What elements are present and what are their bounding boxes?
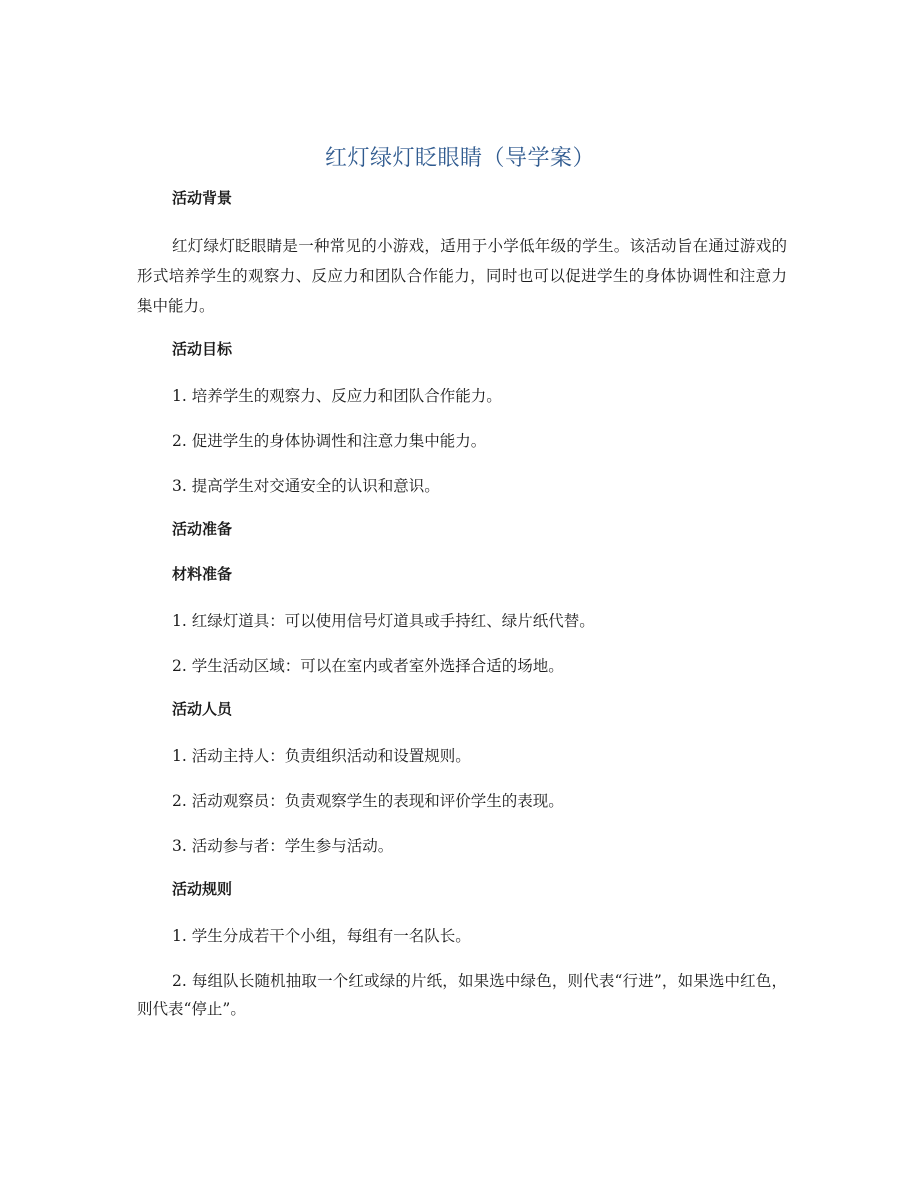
section-heading-rules: 活动规则	[172, 880, 233, 898]
list-item: 1. 学生分成若干个小组，每组有一名队长。	[172, 927, 471, 945]
section-heading-goals: 活动目标	[172, 340, 233, 358]
list-item: 2. 促进学生的身体协调性和注意力集中能力。	[172, 432, 487, 450]
section-heading-preparation: 活动准备	[172, 520, 233, 538]
list-item: 1. 红绿灯道具：可以使用信号灯道具或手持红、绿片纸代替。	[172, 612, 595, 630]
list-item: 2. 每组队长随机抽取一个红或绿的片纸，如果选中绿色，则代表“行进”，如果选中红色，则代表“停止”。	[137, 972, 787, 1018]
list-item: 1. 活动主持人：负责组织活动和设置规则。	[172, 747, 471, 765]
section-heading-materials: 材料准备	[172, 565, 233, 583]
list-item: 1. 培养学生的观察力、反应力和团队合作能力。	[172, 387, 502, 405]
list-item: 3. 提高学生对交通安全的认识和意识。	[172, 477, 440, 495]
background-paragraph: 红灯绿灯眨眼睛是一种常见的小游戏，适用于小学低年级的学生。该活动旨在通过游戏的形式培养学生的观察力、反应力和团队合作能力，同时也可以促进学生的身体协调性和注意力集中能力。	[137, 237, 787, 315]
list-item: 2. 学生活动区域：可以在室内或者室外选择合适的场地。	[172, 657, 564, 675]
list-item: 2. 活动观察员：负责观察学生的表现和评价学生的表现。	[172, 792, 564, 810]
document-body	[137, 186, 787, 1023]
section-heading-staff: 活动人员	[172, 700, 233, 718]
document-title: 红灯绿灯眨眼睛（导学案）	[324, 146, 595, 171]
list-item: 3. 活动参与者：学生参与活动。	[172, 837, 394, 855]
section-heading-background: 活动背景	[172, 189, 233, 207]
